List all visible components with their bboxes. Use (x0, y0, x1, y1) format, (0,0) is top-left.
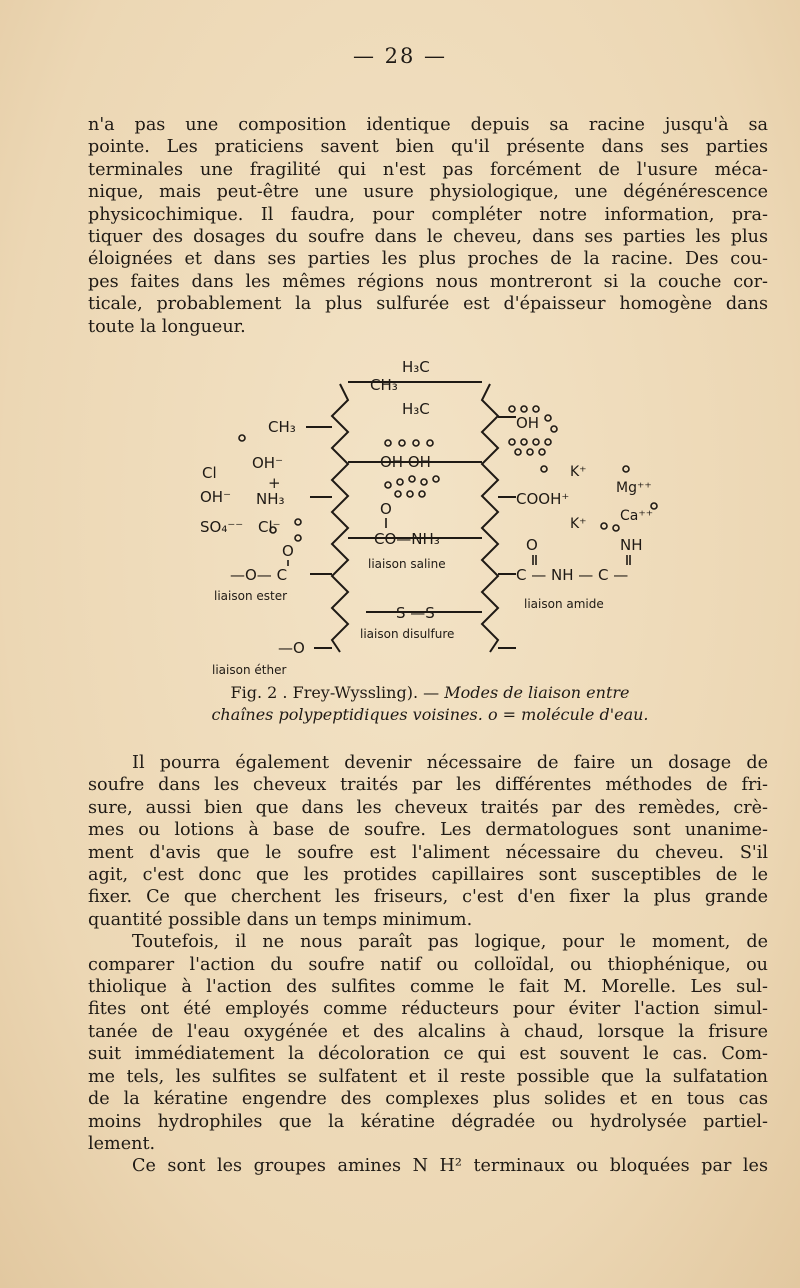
label-k-plus: K⁺ (570, 464, 587, 480)
text-line: lement. (88, 1133, 156, 1154)
label-h3c-2: H₃C (402, 400, 430, 418)
text-line: de la kératine engendre des complexes plus solides et en tous cas (88, 1089, 768, 1110)
text-line: Ce sont les groupes amines N H² terminaux ou bloquées par les (132, 1156, 768, 1177)
text-line: quantité possible dans un temps minimum. (88, 909, 473, 930)
text-line: Il pourra également devenir nécessaire de faire un dosage de (132, 753, 768, 773)
label-so4: SO₄⁻⁻ (200, 518, 244, 536)
label-ester-bond: —O— C (230, 566, 288, 584)
text-line: terminales une fragilité qui n'est pas forcément de l'usure méca- (88, 159, 768, 180)
page-number: — 28 — (352, 44, 448, 68)
text-line: fixer. Ce que cherchent les friseurs, c'est d'en fixer la plus grande (88, 887, 768, 908)
water-dots (239, 406, 657, 541)
label-ca: Ca⁺⁺ (620, 508, 654, 524)
text-line: ticale, probablement la plus sulfurée est d'épaisseur homogène dans (88, 294, 768, 315)
text-line: éloignées et dans ses parties les plus proches de la racine. Des cou- (88, 249, 768, 270)
text-line: soufre dans les cheveux traités par les différentes méthodes de fri- (88, 775, 768, 796)
label-co-nh3: CO—NH₃ (374, 530, 440, 548)
text-line: n'a pas une composition identique depuis sa racine jusqu'à sa (88, 115, 768, 135)
text-line: agit, c'est donc que les protides capillaires sont susceptibles de le (88, 865, 768, 886)
label-cl: Cl (202, 464, 217, 482)
left-chain (332, 384, 348, 652)
label-mg: Mg⁺⁺ (616, 480, 652, 496)
figure-caption-line-1 (150, 683, 710, 703)
text-line: fites ont été employés comme réducteurs pour éviter l'action simul- (88, 999, 768, 1020)
label-liaison-disulfure: liaison disulfure (360, 627, 455, 641)
label-k-plus2: K⁺ (570, 516, 587, 532)
label-oh-right: OH (516, 414, 540, 432)
label-nh3: NH₃ (256, 490, 285, 508)
label-liaison-saline: liaison saline (368, 557, 446, 571)
caption-title-1: Modes de liaison entre (444, 683, 630, 702)
text-line: sure, aussi bien que dans les cheveux traités par des remèdes, crè- (88, 797, 768, 818)
label-oh-oh: OH OH (380, 453, 431, 471)
label-h3c-top: H₃C (402, 358, 430, 376)
label-nh: NH (620, 536, 643, 554)
label-cooh: COOH⁺ (516, 490, 570, 508)
label-oh-minus: OH⁻ (252, 454, 284, 472)
bond-diagram-svg (190, 352, 670, 682)
paragraph-1 (88, 114, 768, 338)
text-line: nique, mais peut-être une usure physiologique, une dégénérescence (88, 182, 768, 203)
text-line: mes ou lotions à base de soufre. Les dermatologues sont unanime- (88, 820, 768, 841)
text-line: pointe. Les praticiens savent bien qu'il présente dans ses parties (88, 137, 768, 158)
text-line: physicochimique. Il faudra, pour compléter notre information, pra- (88, 204, 768, 225)
text-line: moins hydrophiles que la kératine dégradée ou hydrolysée partiel- (88, 1111, 768, 1132)
label-liaison-ether: liaison éther (212, 663, 287, 677)
label-o-co: O (380, 500, 392, 518)
text-line: thiolique à l'action des sulfites comme le fait M. Morelle. Les sul- (88, 977, 768, 998)
label-liaison-ester: liaison ester (214, 589, 288, 603)
label-ss: S —S (396, 604, 435, 622)
text-line: suit immédiatement la décoloration ce qui est souvent le cas. Com- (88, 1044, 768, 1065)
label-plus: + (268, 474, 281, 492)
text-line: comparer l'action du soufre natif ou colloïdal, ou thiophénique, ou (88, 954, 768, 975)
figure-caption-line-2 (150, 705, 710, 725)
label-ch3-top: CH₃ (370, 376, 398, 394)
right-chain (482, 384, 498, 652)
label-ether-bond: —O (278, 639, 305, 657)
text-line: tanée de l'eau oxygénée et des alcalins à chaud, lorsque la frisure (88, 1021, 768, 1042)
text-line: toute la longueur. (88, 316, 246, 337)
text-line: tiquer des dosages du soufre dans le cheveu, dans ses parties les plus (88, 227, 768, 248)
caption-title-2: chaînes polypeptidiques voisines. o = molécule d'eau. (211, 705, 649, 724)
paragraph-2 (88, 752, 768, 1178)
text-line: pes faites dans les mêmes régions nous montreront si la couche cor- (88, 271, 768, 292)
label-oh-left: OH⁻ (200, 488, 232, 506)
figure-bond-diagram (190, 352, 670, 682)
caption-label: Fig. 2 . Frey-Wyssling). — (230, 683, 440, 702)
text-line: Toutefois, il ne nous paraît pas logique, pour le moment, de (132, 932, 768, 953)
label-o-ester: O (282, 542, 294, 560)
label-cl-minus: Cl⁻ (258, 518, 281, 536)
text-line: me tels, les sulfites se sulfatent et il reste possible que la sulfatation (88, 1066, 768, 1087)
label-liaison-amide: liaison amide (524, 597, 604, 611)
label-o-amide: O (526, 536, 538, 554)
label-amide-bond: C — NH — C — (516, 566, 629, 584)
text-line: ment d'avis que le soufre est l'aliment nécessaire du cheveu. S'il (88, 842, 768, 863)
label-ch3-left: CH₃ (268, 418, 296, 436)
